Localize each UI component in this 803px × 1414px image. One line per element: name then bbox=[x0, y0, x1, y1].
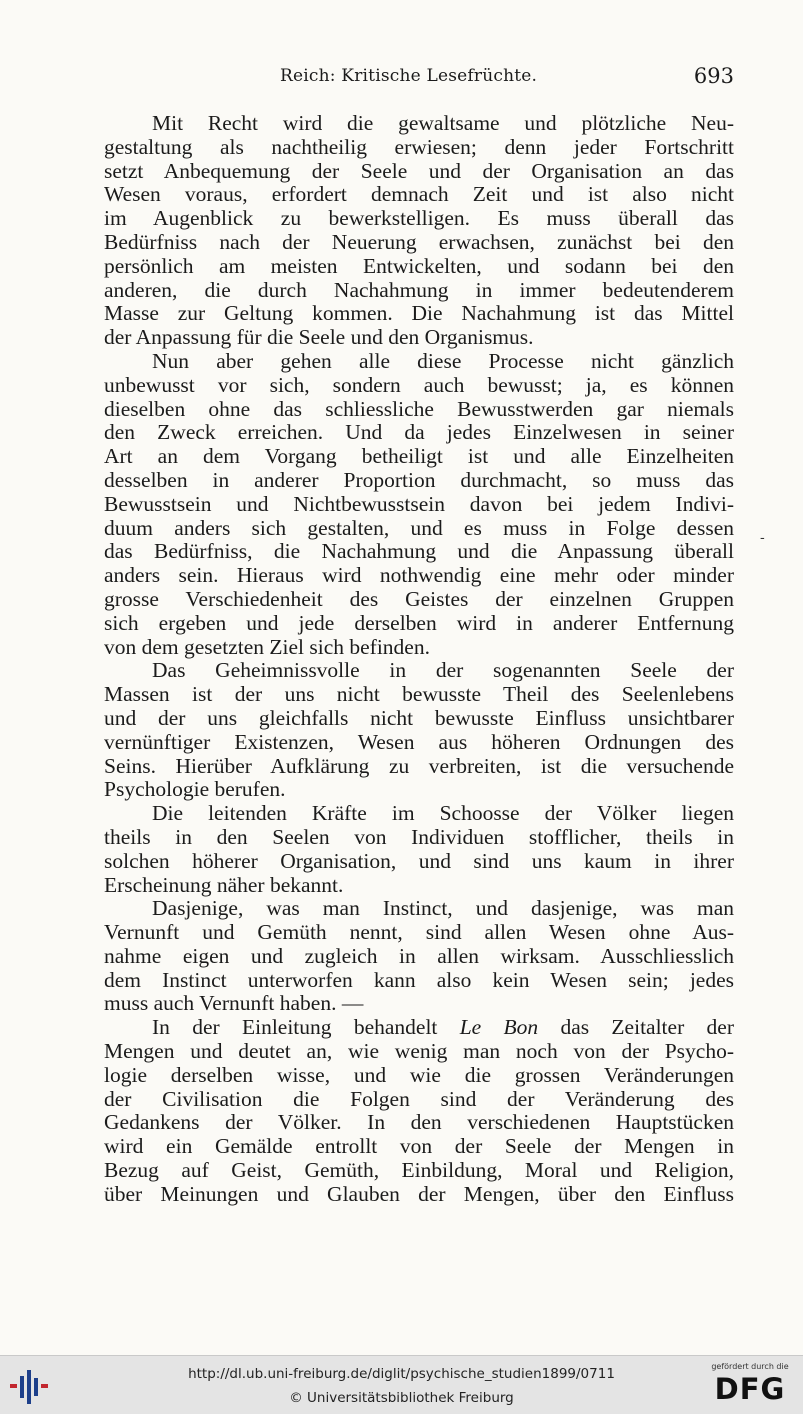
funded-by-label: gefördert durch die bbox=[711, 1362, 789, 1371]
text-line: anders sein. Hieraus wird nothwendig eine mehr oder minder bbox=[104, 563, 734, 588]
text-line: den Zweck erreichen. Und da jedes Einzelwesen in seiner bbox=[104, 420, 734, 445]
text-line: der Civilisation die Folgen sind der Veränderung des bbox=[104, 1086, 734, 1111]
italic-name: Le Bon bbox=[459, 1015, 539, 1040]
text-line: gestaltung als nachtheilig erwiesen; denn jeder Fortschritt bbox=[104, 134, 734, 159]
page-header bbox=[104, 62, 734, 96]
copyright-text: © Universitätsbibliothek Freiburg bbox=[289, 1390, 514, 1406]
text-line: über Meinungen und Glauben der Mengen, über den Einfluss bbox=[104, 1181, 734, 1206]
running-head: Reich: Kritische Lesefrüchte. bbox=[280, 66, 538, 86]
text-line: Dasjenige, was man Instinct, und dasjenige, was man bbox=[152, 896, 734, 921]
text-line: Art an dem Vorgang betheiligt ist und alle Einzelheiten bbox=[104, 444, 734, 469]
text-line: Nun aber gehen alle diese Processe nicht gänzlich bbox=[152, 348, 734, 373]
text-line: Seins. Hierüber Aufklärung zu verbreiten, ist die versuchende bbox=[104, 753, 734, 778]
margin-mark: - bbox=[760, 530, 765, 546]
text-line: grosse Verschiedenheit des Geistes der einzelnen Gruppen bbox=[104, 586, 734, 611]
text-line: vernünftiger Existenzen, Wesen aus höheren Ordnungen des bbox=[104, 729, 734, 754]
text-line: Das Geheimnissvolle in der sogenannten Seele der bbox=[152, 658, 734, 683]
text-line: unbewusst vor sich, sondern auch bewusst; ja, es können bbox=[104, 372, 734, 397]
text-line: das Bedürfniss, die Nachahmung und die Anpassung überall bbox=[104, 539, 734, 564]
text-line: der Anpassung für die Seele und den Organismus. bbox=[104, 325, 534, 350]
text-line: Massen ist der uns nicht bewusste Theil des Seelenlebens bbox=[104, 682, 734, 707]
viewer-footer bbox=[0, 1355, 803, 1414]
text-line: Mit Recht wird die gewaltsame und plötzliche Neu- bbox=[152, 111, 734, 135]
text-line: Vernunft und Gemüth nennt, sind allen Wesen ohne Aus- bbox=[104, 920, 734, 945]
source-url-link[interactable]: http://dl.ub.uni-freiburg.de/diglit/psychische_studien1899/0711 bbox=[188, 1366, 615, 1382]
text-line: sich ergeben und jede derselben wird in anderer Entfernung bbox=[104, 610, 734, 635]
text-line: muss auch Vernunft haben. — bbox=[104, 991, 364, 1016]
page-number: 693 bbox=[693, 64, 734, 88]
text-line: Bewusstsein und Nichtbewusstsein davon bei jedem Indivi- bbox=[104, 491, 734, 516]
text-line: setzt Anbequemung der Seele und der Organisation an das bbox=[104, 158, 734, 183]
text-line: Gedankens der Völker. In den verschiedenen Hauptstücken bbox=[104, 1110, 734, 1135]
text-line: wird ein Gemälde entrollt von der Seele der Mengen in bbox=[104, 1134, 734, 1159]
text-line: Erscheinung näher bekannt. bbox=[104, 872, 344, 897]
text-segment: In der Einleitung behandelt bbox=[152, 1015, 460, 1040]
text-line: und der uns gleichfalls nicht bewusste Einfluss unsichtbarer bbox=[104, 705, 734, 730]
text-line: nahme eigen und zugleich in allen wirksam. Ausschliesslich bbox=[104, 943, 734, 968]
text-segment: das Zeitalter der bbox=[538, 1015, 734, 1040]
text-line: desselben in anderer Proportion durchmacht, so muss das bbox=[104, 467, 734, 492]
text-line: Bezug auf Geist, Gemüth, Einbildung, Moral und Religion, bbox=[104, 1158, 734, 1183]
text-line bbox=[104, 1016, 734, 1040]
text-line: Die leitenden Kräfte im Schoosse der Völker liegen bbox=[152, 801, 734, 826]
text-line: dieselben ohne das schliessliche Bewusstwerden gar niemals bbox=[104, 396, 734, 421]
text-line: im Augenblick zu bewerkstelligen. Es muss überall das bbox=[104, 206, 734, 231]
dfg-funding-block bbox=[707, 1362, 793, 1410]
body-text bbox=[104, 112, 734, 1207]
text-line: anderen, die durch Nachahmung in immer bedeutenderem bbox=[104, 277, 734, 302]
text-line: Psychologie berufen. bbox=[104, 777, 286, 802]
text-line: duum anders sich gestalten, und es muss in Folge dessen bbox=[104, 515, 734, 540]
text-line: Mengen und deutet an, wie wenig man noch von der Psycho- bbox=[104, 1039, 734, 1064]
text-line: logie derselben wisse, und wie die grossen Veränderungen bbox=[104, 1062, 734, 1087]
text-line: Wesen voraus, erfordert demnach Zeit und ist also nicht bbox=[104, 182, 734, 207]
text-line: dem Instinct unterworfen kann also kein Wesen sein; jedes bbox=[104, 967, 734, 992]
text-line: theils in den Seelen von Individuen stofflicher, theils in bbox=[104, 824, 734, 849]
text-line: von dem gesetzten Ziel sich befinden. bbox=[104, 634, 430, 659]
text-line: Masse zur Geltung kommen. Die Nachahmung ist das Mittel bbox=[104, 301, 734, 326]
text-line: solchen höherer Organisation, und sind uns kaum in ihrer bbox=[104, 848, 734, 873]
text-line: Bedürfniss nach der Neuerung erwachsen, zunächst bei den bbox=[104, 229, 734, 254]
text-line: persönlich am meisten Entwickelten, und sodann bei den bbox=[104, 253, 734, 278]
dfg-logo: DFG bbox=[714, 1372, 786, 1406]
